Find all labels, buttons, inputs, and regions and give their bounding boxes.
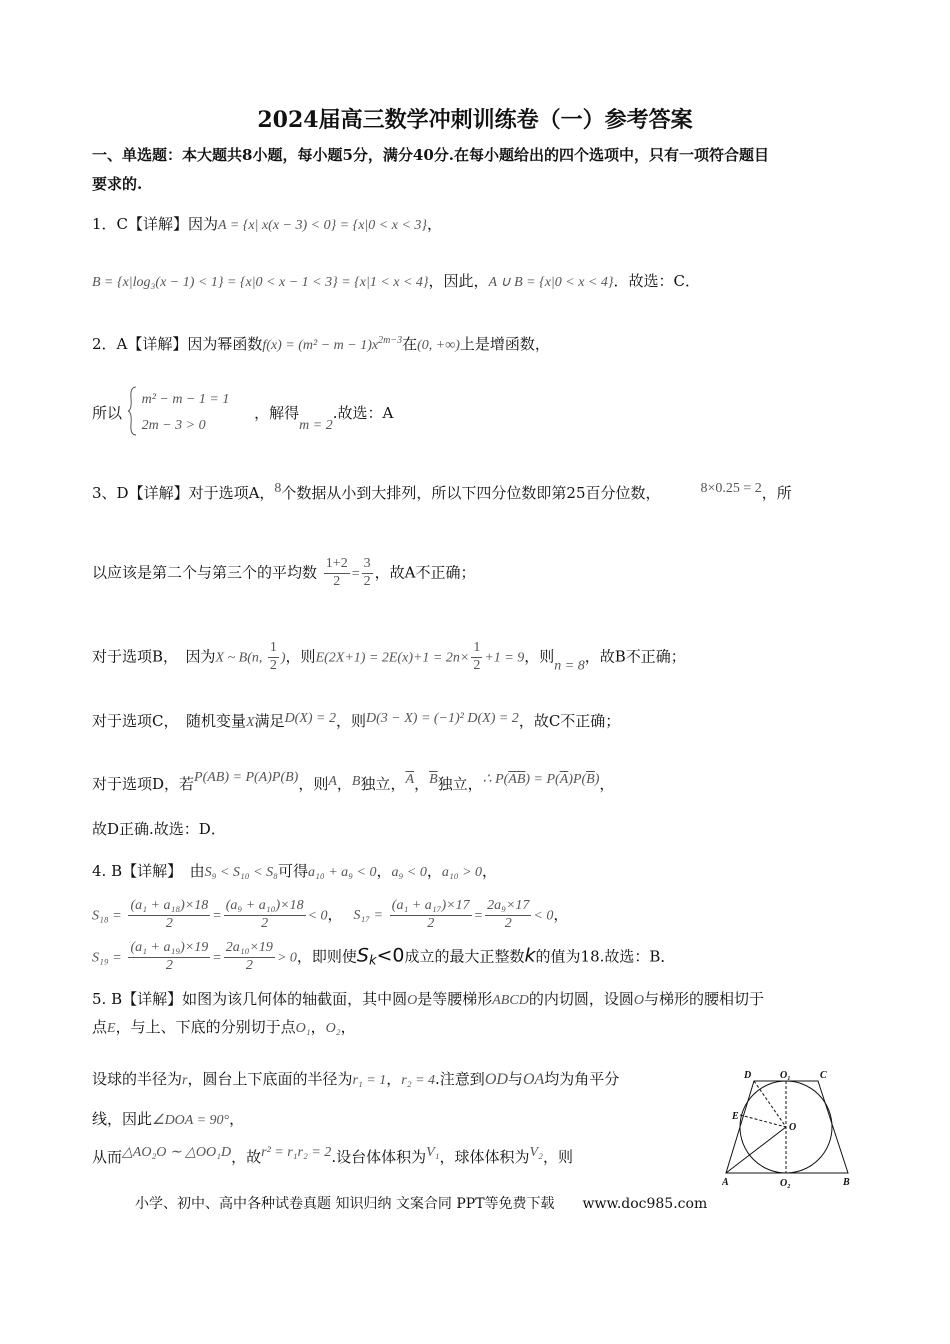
q3-b3: ，则 <box>524 647 555 666</box>
q5-text-s: ，故 <box>231 1148 262 1166</box>
q5-text-c: 的内切圆，设圆 <box>528 990 634 1008</box>
q4-s18-frac2 <box>224 898 306 933</box>
q4-s17-lhs: S₁₇ = <box>353 908 384 924</box>
q3-n8: 8 <box>274 481 282 496</box>
q3-d-a: A <box>328 774 337 789</box>
section-heading-line1: 一、单选题：本大题共8小题，每小题5分，满分40分.在每小题给出的四个选项中，只有一项符合题目 <box>92 146 769 164</box>
q5-o: O <box>407 993 418 1008</box>
q4-s19-num1: (a₁ + a₁₉)×19 <box>128 940 210 958</box>
q3-c1: 对于选项C， 随机变量 <box>92 712 246 730</box>
section-heading-line2: 要求的. <box>92 175 143 193</box>
q1-intro: 1．C【详解】因为 <box>92 215 219 233</box>
q5-text-q: 从而 <box>92 1148 123 1166</box>
q1-answer: ．故选：C． <box>613 272 700 290</box>
label-o2: O₂ <box>780 1178 791 1189</box>
q5-text-f: ，与上、下底的分别切于点 <box>115 1018 296 1036</box>
q4-s18-den2: 2 <box>261 915 269 931</box>
q3-d-therefore: ∴ P( <box>482 772 509 787</box>
q2-text-d: 所以 <box>92 404 123 422</box>
q5-text-j: ，圆台上下底面的半径为 <box>187 1070 353 1088</box>
q3-d-b: B <box>351 774 361 789</box>
q4-line2: S₁₈ = $\frac{\text{(a₁ + a₁₈)×18}}{2}$ = $\frac{\text{(a₉ + a₁₀)×18}}{2}$ < 0， S₁₇ = $\frac{\text{(a₁ + a₁₇)×17}}{2}$ = $\frac{\text{2a₉×17}}{2}$ < 0， <box>92 898 569 931</box>
q5-text-k: ， <box>386 1070 402 1088</box>
q4-s17-den2: 2 <box>504 915 512 931</box>
q5-text-u: ，球体体积为 <box>439 1148 530 1166</box>
q4-s19-lhs: S₁₉ = <box>92 950 122 966</box>
q3-result-frac <box>362 556 373 591</box>
q3-d6: 独立， <box>437 775 483 793</box>
q3-text-b: 个数据从小到大排列，所以下四分位数即第25百分位数， <box>281 484 661 502</box>
q3-c-eq: D(3 − X) = (−1)² D(X) = 2 <box>366 711 519 726</box>
q3-b-close: ) <box>280 650 286 666</box>
q4-s19-num2: 2a₁₀×19 <box>224 940 275 958</box>
q4-sep2: ， <box>426 862 442 880</box>
q3-d-mid2: )P( <box>568 772 587 787</box>
q2-system <box>142 387 230 439</box>
q3-d2: ，则 <box>298 775 329 793</box>
q4-sk-sub: k <box>368 953 377 969</box>
q3-d4: 独立， <box>360 775 406 793</box>
q5-r: r <box>182 1073 188 1088</box>
q3-b-dist: X ~ B(n, <box>215 650 266 666</box>
q5-o1: O₁ <box>295 1021 311 1036</box>
q2-line1 <box>92 335 550 355</box>
q3-b-half2-den: 2 <box>473 657 481 673</box>
label-o: O <box>789 1122 797 1133</box>
q4-sk: S <box>356 944 369 967</box>
q1-set-a: A = {x| x(x − 3) < 0} = {x|0 < x < 3} <box>218 218 427 233</box>
q4-text-e1: ，即则使 <box>296 947 357 966</box>
q2-intro: 2．A【详解】因为幂函数 <box>92 335 263 353</box>
q3-d-mid: ) = P( <box>525 772 560 787</box>
q5-abcd: ABCD <box>492 993 529 1008</box>
q1-text-b: ，因此， <box>428 272 489 290</box>
q3-d1: 对于选项D，若 <box>92 775 195 793</box>
q4-s17-den1: 2 <box>427 915 435 931</box>
q3-c3: ，则 <box>336 712 367 730</box>
q5-text-t: .设台体体积为 <box>331 1148 427 1166</box>
q3-d-ab-bar: $\overline{AB}$ <box>508 772 526 787</box>
q4-s17-num1: (a₁ + a₁₇)×17 <box>390 898 472 916</box>
q5-text-e: 点 <box>92 1018 108 1036</box>
q3-b-eq: E(2X+1) = 2E(x)+1 = 2n× <box>315 650 470 666</box>
segment-oa <box>726 1127 786 1173</box>
q5-line5 <box>92 1145 573 1166</box>
q4-s17-frac1 <box>390 898 472 933</box>
q3-avg-eq: = <box>351 566 360 582</box>
q4-line1 <box>92 862 497 882</box>
q3-option-b <box>92 640 686 675</box>
q3-option-c <box>92 711 620 732</box>
q4-text-e2: 成立的最大正整数 <box>404 947 525 966</box>
q3-intro: 3、D【详解】对于选项A， <box>92 484 275 502</box>
q3-calc: 8×0.25 = 2 <box>700 481 762 496</box>
q2-text-e: ，解得 <box>254 404 300 422</box>
segment-oe <box>740 1115 786 1127</box>
q3-b-half2-num: 1 <box>471 640 482 658</box>
q2-eq1: m² − m − 1 = 1 <box>141 392 230 407</box>
q3-b2: ，则 <box>285 647 316 666</box>
q3-line2 <box>92 556 475 591</box>
label-d: D <box>744 1070 752 1081</box>
q3-result-den: 2 <box>363 573 371 589</box>
page-title: 2024届高三数学冲刺训练卷（一）参考答案 <box>257 107 693 133</box>
label-b: B <box>843 1177 850 1188</box>
q4-line3: S₁₉ = $\frac{\text{(a₁ + a₁₉)×19}}{2}$ = $\frac{\text{2a₁₀×19}}{2}$ > 0，即则使Sk<0成立的最大正整数k的值为18.故选：B． <box>92 940 676 973</box>
q3-b-half <box>268 640 279 675</box>
q3-d-b2-bar: $\overline{B}$ <box>586 772 595 787</box>
q5-similar: △AO₂O ∼ △OO₁D <box>122 1145 232 1160</box>
q4-s17-rhs: < 0 <box>533 908 554 924</box>
q3-b-eq2: +1 = 9 <box>484 650 525 666</box>
q4-s18-num1: (a₁ + a₁₈)×18 <box>128 898 210 916</box>
q5-oa: OA <box>522 1071 545 1088</box>
q1-line2 <box>92 272 700 292</box>
q4-s19-frac2 <box>224 940 275 975</box>
q5-r1: r₁ = 1 <box>352 1073 387 1088</box>
q4-s17-frac2 <box>485 898 531 933</box>
q3-avg-frac <box>324 556 350 591</box>
q5-intro: 5. B【详解】如图为该几何体的轴截面，其中圆 <box>92 990 408 1008</box>
q5-r2: r₂ = 4 <box>401 1073 436 1088</box>
q4-cond1: a₁₀ + a₉ < 0 <box>308 865 377 880</box>
q5-text-g: ， <box>310 1018 326 1036</box>
q5-text-w: ，则 <box>542 1148 573 1166</box>
q5-text-h: ， <box>340 1018 356 1036</box>
q3-c4: ，故C不正确； <box>518 712 621 730</box>
q4-sep1: ， <box>376 862 392 880</box>
q5-line3 <box>92 1070 619 1090</box>
label-o1: O₁ <box>780 1070 791 1081</box>
q5-o2: O₂ <box>325 1021 341 1036</box>
q3-b-half-num: 1 <box>268 640 279 658</box>
q3-option-d <box>92 770 614 793</box>
q3-c2: 满足 <box>254 712 285 730</box>
q5-text-p: ， <box>229 1110 245 1128</box>
q2-system-brace <box>127 386 137 440</box>
q5-text-b: 是等腰梯形 <box>417 990 493 1008</box>
label-a: A <box>722 1177 729 1188</box>
q5-v2: V₂ <box>529 1145 543 1160</box>
q3-b-n: n = 8 <box>554 658 585 674</box>
q2-text-c: 上是增函数， <box>459 335 550 353</box>
trapezoid-inscribed-circle-figure <box>722 1065 862 1190</box>
q5-v1: V₁ <box>426 1145 440 1160</box>
q5-text-o: 线，因此 <box>92 1110 153 1128</box>
q2-answer: .故选：A <box>332 404 394 422</box>
q1-union: A ∪ B = {x|0 < x < 4} <box>488 275 614 290</box>
q3-b-half2 <box>471 640 482 675</box>
q4-s17-num2: 2a₉×17 <box>485 898 531 916</box>
q5-text-i: 设球的半径为 <box>92 1070 183 1088</box>
q2-m-value: m = 2 <box>299 418 333 433</box>
page-footer: 小学、初中、高中各种试卷真题 知识归纳 文案合同 PPT等免费下载 www.doc985.com <box>135 1196 708 1212</box>
q4-s19-den2: 2 <box>245 957 253 973</box>
q4-s18-rhs: < 0 <box>307 908 328 924</box>
q1-line1: 1．C【详解】因为A = {x| x(x − 3) < 0} = {x|0 < x < 3}， <box>92 215 443 233</box>
q5-rr: r² = r₁r₂ = 2 <box>261 1145 332 1160</box>
q4-s18-num2: (a₉ + a₁₀)×18 <box>224 898 306 916</box>
q3-text-d: 以应该是第二个与第三个的平均数 <box>92 563 318 582</box>
q2-exponent: 2m−3 <box>378 335 403 346</box>
q3-d7: ， <box>599 775 615 793</box>
q4-k: k <box>524 944 536 967</box>
q4-cond3: a₁₀ > 0 <box>441 865 483 880</box>
q3-b4: ，故B不正确； <box>584 647 686 666</box>
q5-angle: ∠DOA = 90° <box>152 1113 230 1128</box>
q3-d-p: P(AB) = P(A)P(B) <box>194 770 299 785</box>
q5-o-2: O <box>633 993 644 1008</box>
q3-d-abar: $\overline{A}$ <box>405 772 415 787</box>
q3-conclusion: 故D正确.故选：D． <box>92 820 226 838</box>
q3-text-c: ，所 <box>761 484 792 502</box>
q4-s19-rhs: > 0 <box>276 950 297 966</box>
label-e: E <box>732 1111 739 1122</box>
q3-b1: 对于选项B， 因为 <box>92 647 216 666</box>
q2-text-b: 在 <box>402 335 418 353</box>
q2-line2 <box>92 386 393 440</box>
q5-point-e: E <box>107 1021 116 1036</box>
q3-d5: ， <box>414 775 430 793</box>
q4-text-b: 可得 <box>277 862 308 880</box>
segment-od <box>754 1081 786 1127</box>
q3-d-bbar: $\overline{B}$ <box>429 772 438 787</box>
q4-s18-frac1 <box>128 898 210 933</box>
q3-d-end: ) <box>594 772 600 787</box>
q3-text-e: ，故A不正确； <box>374 563 476 582</box>
q5-line4 <box>92 1110 244 1130</box>
q3-c-d: D(X) = 2 <box>284 711 336 726</box>
q5-text-d: 与梯形的腰相切于 <box>643 990 764 1008</box>
label-c: C <box>820 1070 827 1081</box>
q3-avg-den: 2 <box>333 573 341 589</box>
q3-result-num: 3 <box>362 556 373 574</box>
q5-od: OD <box>484 1071 508 1088</box>
q1-set-b: B = {x|log₃(x − 1) < 1} = {x|0 < x − 1 < 3} = {x|1 < x < 4} <box>92 275 429 290</box>
q4-sep3: ， <box>482 862 498 880</box>
q3-d-a2-bar: $\overline{A}$ <box>559 772 569 787</box>
q3-b-half-den: 2 <box>269 657 277 673</box>
q4-answer: 的值为18.故选：B． <box>535 947 676 966</box>
q3-line1 <box>92 481 792 502</box>
q5-text-l: .注意到 <box>435 1070 485 1088</box>
q4-cond2: a₉ < 0 <box>391 865 427 880</box>
q4-s18-lhs: S₁₈ = <box>92 908 122 924</box>
q5-text-m: 与 <box>507 1070 523 1088</box>
q4-sk-lt: <0 <box>376 944 405 967</box>
q2-interval: (0, +∞) <box>417 338 460 353</box>
q3-d3: ， <box>336 775 352 793</box>
q2-eq2: 2m − 3 > 0 <box>141 418 206 433</box>
q4-s19-frac1 <box>128 940 210 975</box>
q4-intro: 4. B【详解】 由 <box>92 862 205 880</box>
q5-line2 <box>92 1018 356 1038</box>
q3-c-x: X <box>245 715 255 730</box>
q4-s19-den1: 2 <box>165 957 173 973</box>
q2-func: f(x) = (m² − m − 1)x <box>262 338 379 353</box>
q4-s18-den1: 2 <box>165 915 173 931</box>
q5-text-n: 均为角平分 <box>544 1070 620 1088</box>
q4-ineq: S₉ < S₁₀ < S₈ <box>204 865 278 880</box>
q5-line1 <box>92 990 764 1010</box>
q3-avg-num: 1+2 <box>324 556 350 574</box>
